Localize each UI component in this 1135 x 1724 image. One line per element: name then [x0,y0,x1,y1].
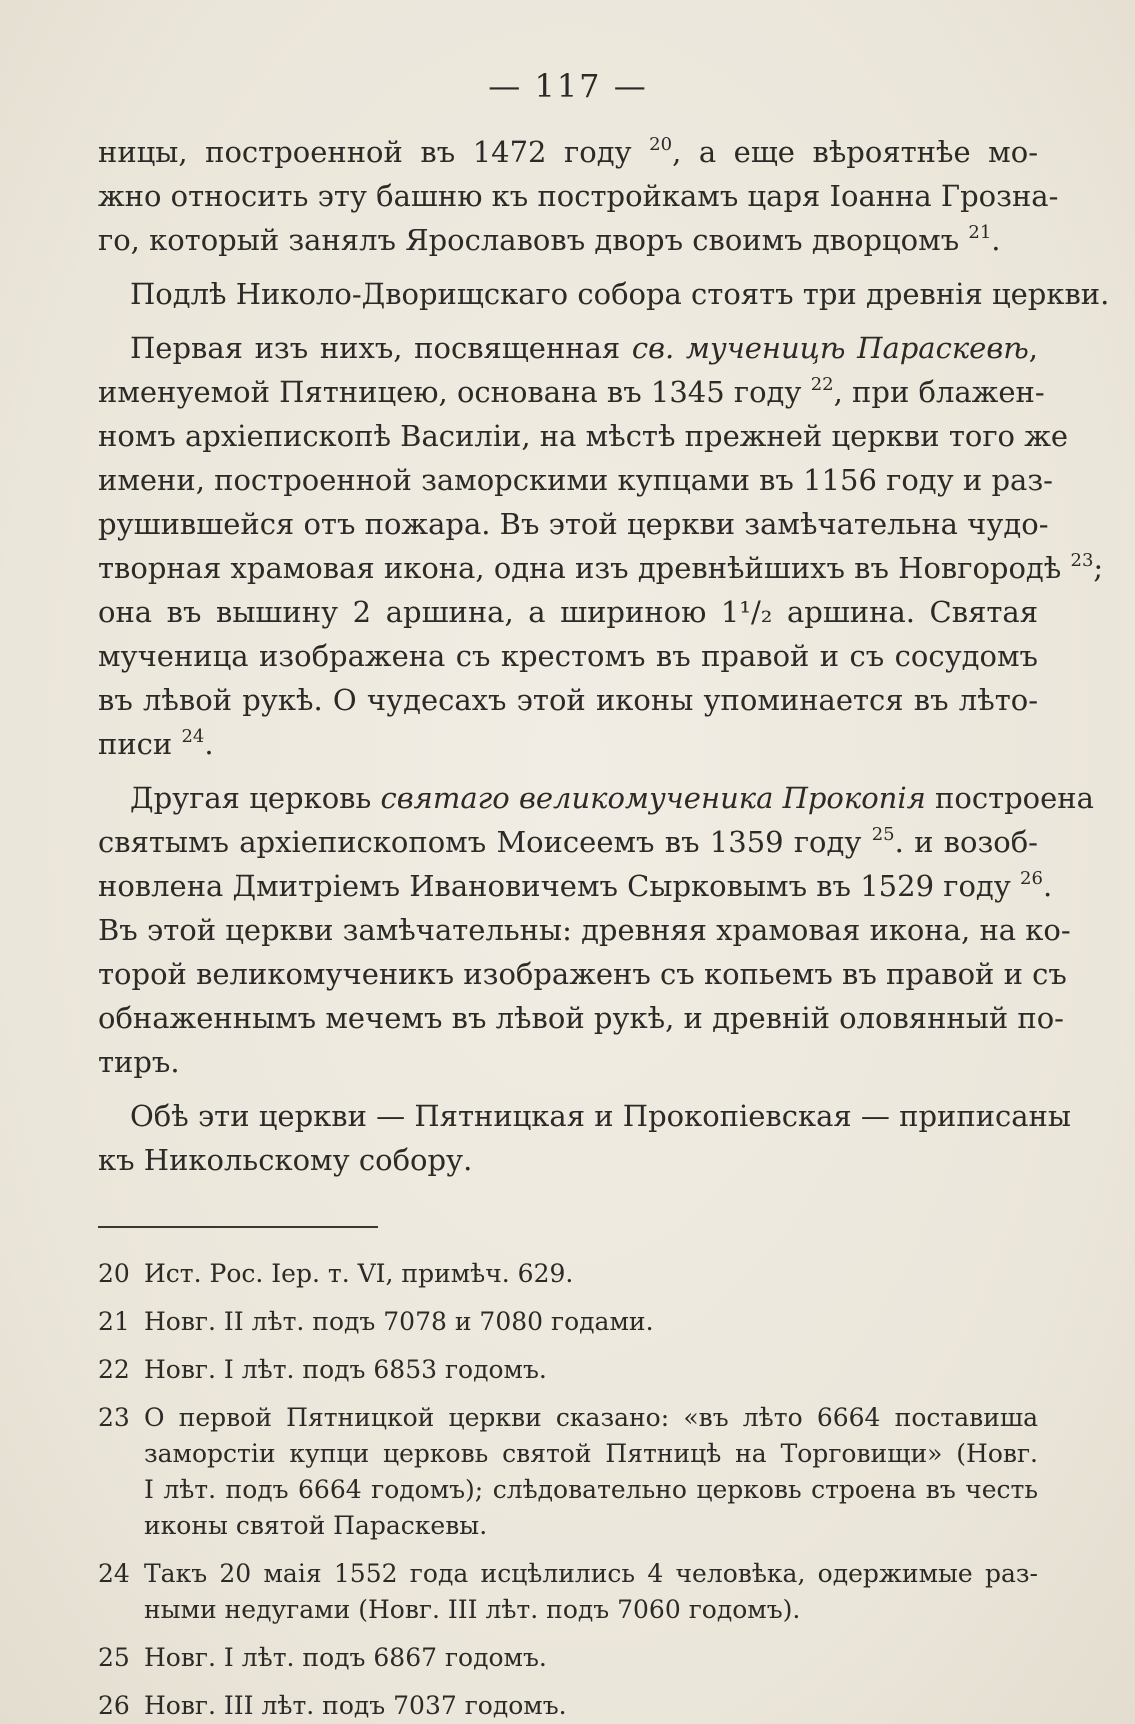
body-text [98,130,1110,1182]
footnote-ref: 21 [968,222,992,243]
footnote-line: ными недугами (Новг. III лѣт. подъ 7060 годомъ). [144,1595,801,1624]
line-text-after: ; [1093,551,1104,585]
footnote [98,1352,1038,1388]
footnote-text [144,1304,1038,1340]
line-text-after: , а еще вѣроятнѣе мо- [672,135,1038,169]
line-text-after: . [1042,869,1053,903]
line-text: тиръ. [98,1045,180,1079]
text-line [98,458,1053,502]
text-line [98,546,1104,590]
footnote-line: Новг. I лѣт. подъ 6853 годомъ. [144,1355,547,1384]
footnote-number: 20 [98,1259,130,1288]
text-line [98,218,1038,262]
line-text: творная храмовая икона, одна изъ древнѣйшихъ въ Новгородѣ [98,551,1071,585]
text-line [98,864,1053,908]
line-text-after: , [1028,331,1038,365]
footnote-ref: 26 [1020,868,1043,889]
footnote-number: 26 [98,1691,130,1720]
line-text: мученица изображена съ крестомъ въ правой и съ сосудомъ [98,639,1038,673]
italic-text: св. мученицѣ Параскевѣ [631,331,1029,365]
italic-text: святаго великомученика Прокопія [380,781,926,815]
line-text: торой великомученикъ изображенъ съ копьемъ въ правой и съ [98,957,1067,991]
line-text: Первая изъ нихъ, посвященная [130,331,632,365]
footnote-line: Такъ 20 маія 1552 года исцѣлились 4 человѣка, одержимые раз- [144,1559,1038,1588]
text-line [98,776,1094,820]
line-text: рушившейся отъ пожара. Въ этой церкви замѣчательна чудо- [98,507,1049,541]
footnote [98,1256,1038,1292]
text-line [98,1040,1038,1084]
text-line [98,130,1038,174]
text-line [98,722,1038,766]
text-line [98,590,1038,634]
line-text: Подлѣ Николо-Дворищскаго собора стоятъ три древнія церкви. [130,277,1110,311]
footnote-text [144,1640,1038,1676]
line-text: жно относить эту башню къ постройкамъ царя Іоанна Грозна- [98,179,1059,213]
footnote-ref: 25 [871,824,895,845]
line-text-after: . [991,223,1001,257]
text-line [98,820,1038,864]
footnote-number: 25 [98,1643,130,1672]
text-line [98,1138,1038,1182]
text-line [98,952,1067,996]
text-line [98,326,1038,370]
footnote-number: 21 [98,1307,130,1336]
text-line [98,634,1038,678]
footnote-line: иконы святой Параскевы. [144,1511,488,1540]
line-text: именуемой Пятницею, основана въ 1345 году [98,375,811,409]
footnote-number: 24 [98,1559,130,1588]
line-text: имени, построенной заморскими купцами въ 1156 году и раз- [98,463,1053,497]
line-text: номъ архіепископѣ Василіи, на мѣстѣ прежней церкви того же [98,419,1069,453]
footnote-text [144,1400,1038,1544]
line-text: ницы, построенной въ 1472 году [98,135,650,169]
footnote-line: Ист. Рос. Іер. т. VI, примѣч. 629. [144,1259,574,1288]
text-line [98,414,1069,458]
paragraph [98,1094,1071,1182]
text-line [98,370,1045,414]
line-text-after: . и возоб- [894,825,1038,859]
text-line [98,908,1071,952]
line-text: къ Никольскому собору. [98,1143,473,1177]
line-text-after: построена [925,781,1094,815]
line-text-after: . [204,727,214,761]
line-text: новлена Дмитріемъ Ивановичемъ Сырковымъ въ 1529 году [98,869,1021,903]
line-text: Въ этой церкви замѣчательны: древняя храмовая икона, на ко- [98,913,1071,947]
line-text: писи [98,727,182,761]
text-line [98,272,1110,316]
footnote-line: Новг. I лѣт. подъ 6867 годомъ. [144,1643,547,1672]
footnote-ref: 23 [1070,550,1094,571]
line-text: Обѣ эти церкви — Пятницкая и Прокопіевская — приписаны [130,1099,1071,1133]
footnote-ref: 22 [810,374,834,395]
footnote-line: Новг. III лѣт. подъ 7037 годомъ. [144,1691,567,1720]
text-line [98,502,1049,546]
footnote [98,1400,1038,1544]
text-line [98,678,1038,722]
footnotes [98,1256,1038,1724]
paragraph [98,130,1059,262]
line-text: Другая церковь [130,781,381,815]
footnote-line: I лѣт. подъ 6664 годомъ); слѣдовательно церковь строена въ честь [144,1475,1038,1504]
line-text: въ лѣвой рукѣ. О чудесахъ этой иконы упоминается въ лѣто- [98,683,1038,717]
footnote [98,1304,1038,1340]
footnote-text [144,1556,1038,1628]
footnote-separator [98,1226,378,1228]
footnote-number: 23 [98,1403,130,1432]
line-text-after: , при блажен- [833,375,1045,409]
footnote-text [144,1256,1038,1292]
line-text: она въ вышину 2 аршина, а шириною 1¹/₂ аршина. Святая [98,595,1038,629]
footnote-line: заморстіи купци церковь святой Пятницѣ на Торговищи» (Новг. [144,1439,1038,1468]
footnote-text [144,1352,1038,1388]
text-line [98,996,1064,1040]
footnote-line: О первой Пятницкой церкви сказано: «въ лѣто 6664 поставиша [144,1403,1038,1432]
paragraph [98,272,1110,316]
text-line [98,174,1059,218]
footnote [98,1640,1038,1676]
footnote-text [144,1688,1038,1724]
paragraph [98,776,1094,1084]
footnote [98,1556,1038,1628]
paragraph [98,326,1104,766]
footnote [98,1688,1038,1724]
text-line [98,1094,1071,1138]
footnote-number: 22 [98,1355,130,1384]
line-text: обнаженнымъ мечемъ въ лѣвой рукѣ, и древній оловянный по- [98,1001,1064,1035]
line-text: святымъ архіепископомъ Моисеемъ въ 1359 году [98,825,872,859]
footnote-ref: 24 [181,726,205,747]
footnote-ref: 20 [649,134,673,155]
footnote-line: Новг. II лѣт. подъ 7078 и 7080 годами. [144,1307,654,1336]
page-number: — 117 — [488,67,648,105]
line-text: го, который занялъ Ярославовъ дворъ своимъ дворцомъ [98,223,969,257]
